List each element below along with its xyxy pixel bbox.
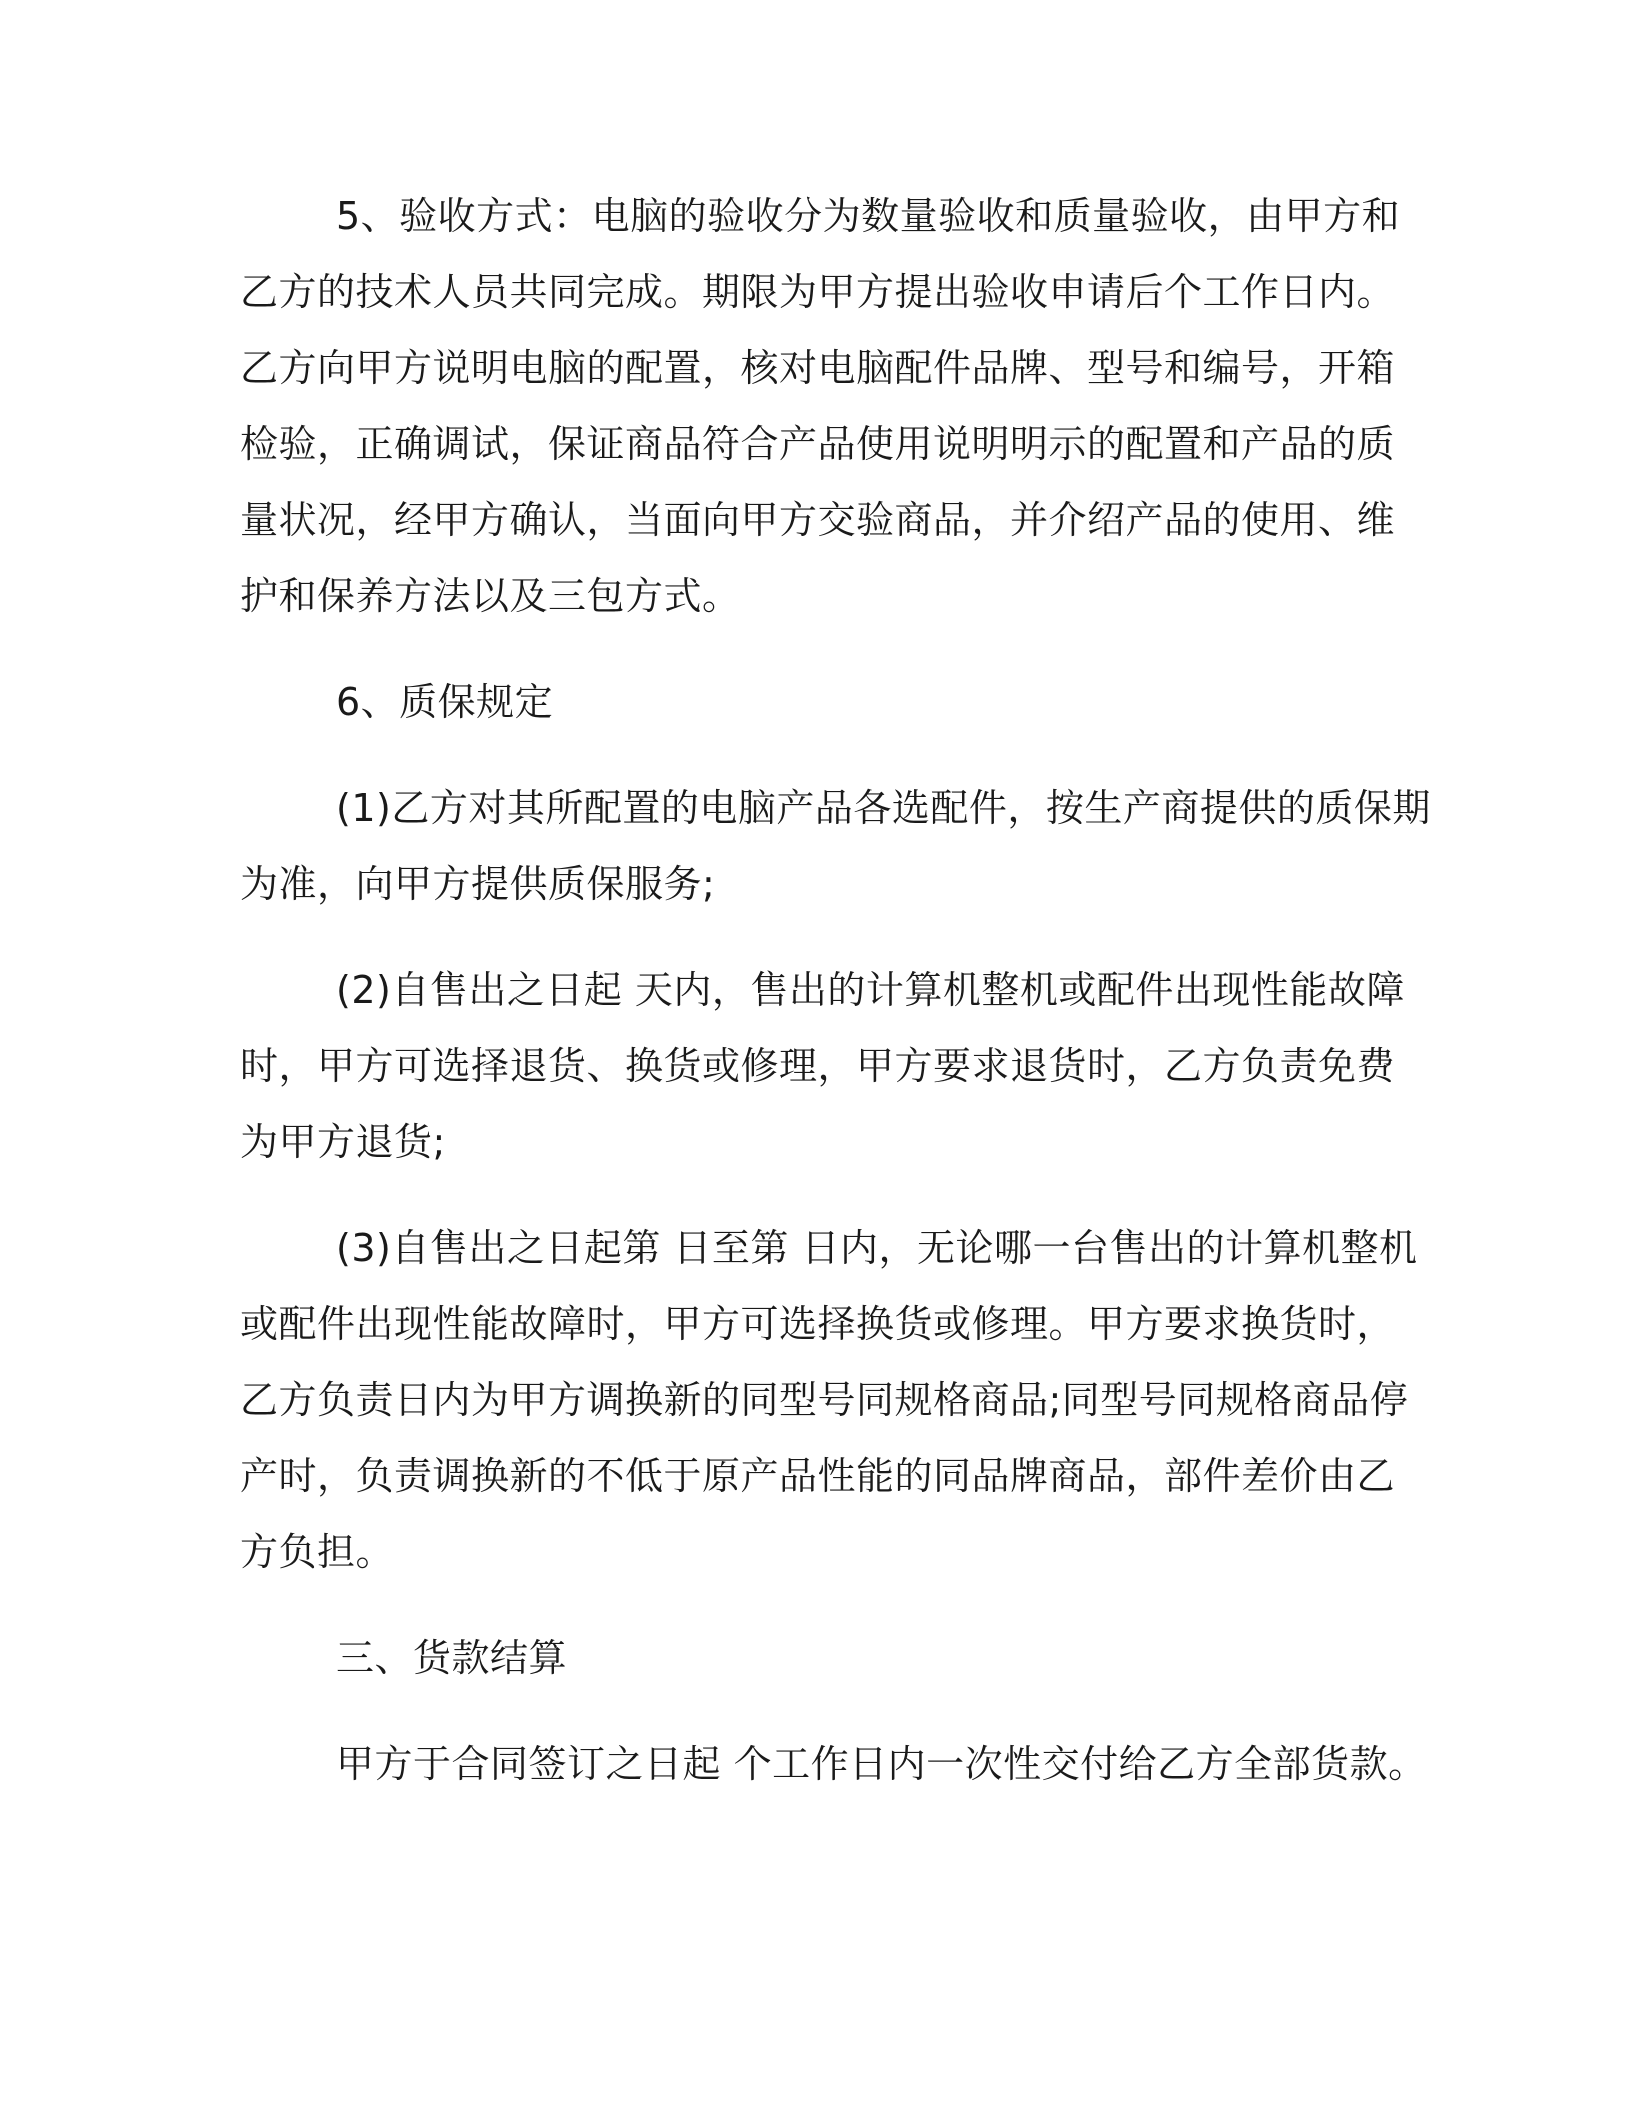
item2-line-3: 为甲方退货;	[240, 1120, 446, 1164]
section5-line-2: 乙方的技术人员共同完成。期限为甲方提出验收申请后个工作日内。	[240, 270, 1396, 314]
section3-heading: 三、货款结算	[336, 1636, 568, 1680]
section6-heading: 6、质保规定	[336, 680, 554, 724]
section3-body: 甲方于合同签订之日起 个工作日内一次性交付给乙方全部货款。	[336, 1742, 1427, 1786]
item2-line-1: (2)自售出之日起 天内，售出的计算机整机或配件出现性能故障	[336, 968, 1405, 1012]
item1-line-1: (1)乙方对其所配置的电脑产品各选配件，按生产商提供的质保期	[336, 786, 1431, 830]
section5-line-6: 护和保养方法以及三包方式。	[240, 574, 741, 618]
item3-line-4: 产时，负责调换新的不低于原产品性能的同品牌商品，部件差价由乙	[240, 1454, 1396, 1498]
section5-line-3: 乙方向甲方说明电脑的配置，核对电脑配件品牌、型号和编号，开箱	[240, 346, 1396, 390]
item3-line-3: 乙方负责日内为甲方调换新的同型号同规格商品;同型号同规格商品停	[240, 1378, 1409, 1422]
item2-line-2: 时，甲方可选择退货、换货或修理，甲方要求退货时，乙方负责免费	[240, 1044, 1396, 1088]
item3-line-2: 或配件出现性能故障时，甲方可选择换货或修理。甲方要求换货时，	[240, 1302, 1396, 1346]
section5-line-5: 量状况，经甲方确认，当面向甲方交验商品，并介绍产品的使用、维	[240, 498, 1396, 542]
item3-line-1: (3)自售出之日起第 日至第 日内，无论哪一台售出的计算机整机	[336, 1226, 1418, 1270]
section5-line-1: 5、验收方式：电脑的验收分为数量验收和质量验收，由甲方和	[336, 194, 1401, 238]
section5-line-4: 检验，正确调试，保证商品符合产品使用说明明示的配置和产品的质	[240, 422, 1396, 466]
item1-line-2: 为准，向甲方提供质保服务;	[240, 862, 716, 906]
item3-line-5: 方负担。	[240, 1530, 395, 1574]
